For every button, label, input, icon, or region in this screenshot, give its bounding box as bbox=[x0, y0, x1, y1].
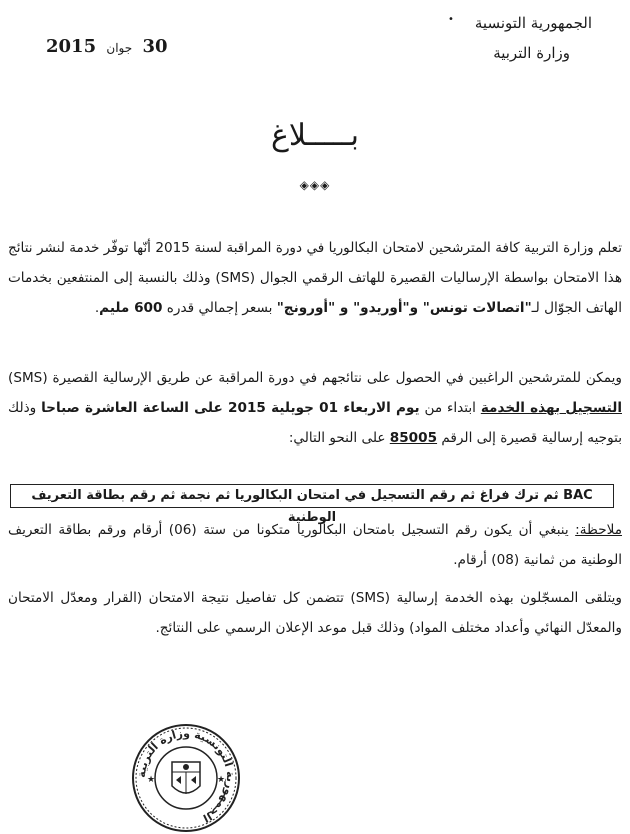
svg-text:★: ★ bbox=[147, 775, 156, 785]
p2-sms-number: 85005 bbox=[389, 430, 438, 446]
p2-text-4: على النحو التالي: bbox=[288, 430, 390, 446]
p2-text-1: ويمكن للمترشحين الراغبين في الحصول على نتائجهم في دورة المراقبة عن طريق الإرسالية القصيرة (SMS) bbox=[8, 370, 622, 386]
ministry-seal bbox=[130, 722, 242, 834]
title-separator: ◈◈◈ bbox=[299, 178, 331, 192]
p2-start-date: يوم الاربعاء 01 جويلية 2015 على الساعة العاشرة صباحا bbox=[41, 400, 420, 416]
paragraph-3: ويتلقى المسجّلون بهذه الخدمة إرسالية (SMS) تتضمن كل تفاصيل نتيجة الامتحان (القرار ومعدّل الامتحان والمعدّل النهائي وأعداد مختلف المواد) وذلك قبل موعد الإعلان الرسمي على النتائج. bbox=[8, 590, 622, 636]
seal-text: الجمهورية التونسية وزارة التربية bbox=[134, 726, 238, 825]
ministry-name: وزارة التربية bbox=[493, 44, 570, 62]
letterhead bbox=[392, 8, 592, 68]
p2-text-2: ابتداء من bbox=[419, 400, 481, 416]
date-year: 2015 bbox=[46, 36, 97, 57]
note-label: ملاحظة: bbox=[575, 522, 622, 538]
republic-name: الجمهورية التونسية bbox=[474, 14, 592, 32]
p1-price: 600 مليم bbox=[99, 300, 163, 316]
paragraph-2 bbox=[8, 363, 622, 453]
note-text: ينبغي أن يكون رقم التسجيل بامتحان البكالوريا متكونا من ستة (06) أرقام ورقم بطاقة التعريف الوطنية من ثمانية (08) أرقام. bbox=[8, 522, 622, 568]
seal-emblem-icon bbox=[172, 762, 200, 794]
document-title: بـــــلاغ bbox=[270, 118, 360, 153]
date-day: 30 bbox=[142, 36, 168, 57]
p2-text-3: وذلك بتوجيه إرسالية قصيرة إلى الرقم bbox=[8, 400, 622, 446]
paragraph-1 bbox=[8, 233, 622, 323]
svg-text:★: ★ bbox=[217, 775, 226, 785]
date-month: جوان bbox=[106, 41, 133, 55]
p1-operators: "اتصالات تونس" و"أوريدو" و "أورونج" bbox=[276, 300, 532, 316]
p2-registration: التسجيل بهذه الخدمة bbox=[480, 400, 622, 416]
sms-format-box: BAC ثم ترك فراغ ثم رقم التسجيل في امتحان البكالوريا ثم نجمة ثم رقم بطاقة التعريف الوطنية bbox=[10, 484, 614, 508]
stray-dot: • bbox=[448, 14, 454, 25]
p1-text-1: تعلم وزارة التربية كافة المترشحين لامتحان البكالوريا في دورة المراقبة لسنة 2015 أنّها توفّر خدمة لنشر نتائج هذا الامتحان بواسطة الإرساليات القصيرة للهاتف الرقمي الجوال (SMS) وذلك بالنسبة إلى المنتفعين بخدمات الهاتف الجوّال لـ bbox=[8, 240, 622, 316]
note-paragraph bbox=[8, 515, 622, 575]
p1-text-3: . bbox=[94, 300, 100, 316]
p1-text-2: بسعر إجمالي قدره bbox=[162, 300, 277, 316]
document-date bbox=[46, 36, 168, 57]
